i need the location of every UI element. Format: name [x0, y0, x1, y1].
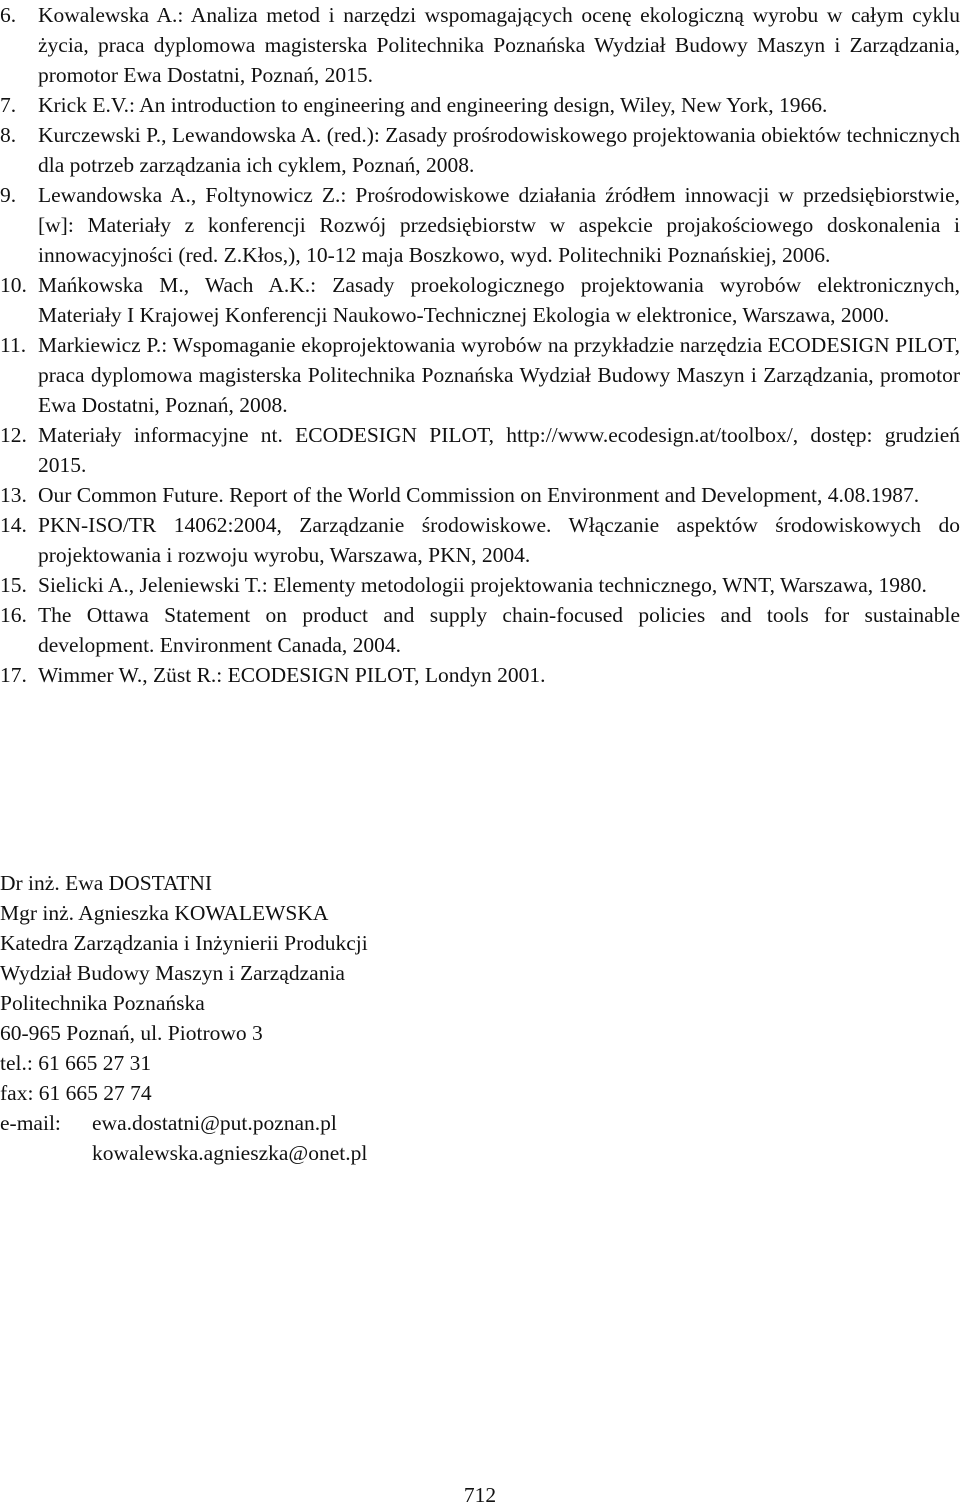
- reference-text: Our Common Future. Report of the World Commission on Environment and Development, 4.08.1987.: [38, 483, 920, 507]
- reference-number: 12.: [0, 423, 27, 447]
- reference-number: 8.: [0, 123, 17, 147]
- reference-item: [0, 570, 960, 600]
- reference-text: Mańkowska M., Wach A.K.: Zasady proekologicznego projektowania wyrobów elektronicznych, Materiały I Krajowej Konferencji Naukowo-Technicznej Ekologia w elektronice, Warszawa, 2000.: [38, 273, 960, 327]
- reference-number: 15.: [0, 573, 27, 597]
- author-name-2: Mgr inż. Agnieszka KOWALEWSKA: [0, 901, 329, 925]
- reference-item: [0, 600, 960, 660]
- email-row: [0, 1108, 960, 1138]
- reference-item: [0, 420, 960, 480]
- reference-number: 17.: [0, 663, 27, 687]
- author-university: Politechnika Poznańska: [0, 991, 205, 1015]
- reference-number: 13.: [0, 483, 27, 507]
- reference-item: [0, 660, 960, 690]
- reference-number: 9.: [0, 183, 17, 207]
- author-tel: tel.: 61 665 27 31: [0, 1051, 152, 1075]
- reference-number: 14.: [0, 513, 27, 537]
- author-department: Katedra Zarządzania i Inżynierii Produkcji: [0, 931, 368, 955]
- reference-item: [0, 180, 960, 270]
- reference-text: Lewandowska A., Foltynowicz Z.: Prośrodowiskowe działania źródłem innowacji w przedsiębiorstwie, [w]: Materiały z konferencji Rozwój przedsiębiorstw w aspekcie projakościowego doskonalenia i innowacyjności (red. Z.Kłos,), 10-12 maja Boszkowo, wyd. Politechniki Poznańskiej, 2006.: [38, 183, 960, 267]
- author-block: [0, 868, 960, 1168]
- reference-number: 7.: [0, 93, 17, 117]
- reference-item: [0, 120, 960, 180]
- reference-number: 16.: [0, 603, 27, 627]
- reference-text: Krick E.V.: An introduction to engineering and engineering design, Wiley, New York, 1966.: [38, 93, 828, 117]
- reference-list: [0, 0, 960, 690]
- reference-item: [0, 90, 960, 120]
- email-link-2[interactable]: kowalewska.agnieszka@onet.pl: [92, 1141, 368, 1165]
- email-label: e-mail:: [0, 1111, 61, 1135]
- reference-text: The Ottawa Statement on product and supply chain-focused policies and tools for sustainable development. Environment Canada, 2004.: [38, 603, 960, 657]
- page-number: 712: [463, 1483, 497, 1507]
- author-address: 60-965 Poznań, ul. Piotrowo 3: [0, 1021, 263, 1045]
- reference-item: [0, 330, 960, 420]
- reference-number: 6.: [0, 3, 17, 27]
- reference-text: PKN-ISO/TR 14062:2004, Zarządzanie środowiskowe. Włączanie aspektów środowiskowych do projektowania i rozwoju wyrobu, Warszawa, PKN, 2004.: [38, 513, 960, 567]
- reference-text: Wimmer W., Züst R.: ECODESIGN PILOT, Londyn 2001.: [38, 663, 546, 687]
- author-faculty: Wydział Budowy Maszyn i Zarządzania: [0, 961, 345, 985]
- reference-number: 10.: [0, 273, 27, 297]
- reference-item: [0, 0, 960, 90]
- reference-item: [0, 270, 960, 330]
- reference-text: Sielicki A., Jeleniewski T.: Elementy metodologii projektowania technicznego, WNT, Warszawa, 1980.: [38, 573, 927, 597]
- reference-text: Materiały informacyjne nt. ECODESIGN PILOT, http://www.ecodesign.at/toolbox/, dostęp: grudzień 2015.: [38, 423, 960, 477]
- reference-item: [0, 510, 960, 570]
- email-link-1[interactable]: ewa.dostatni@put.poznan.pl: [92, 1111, 337, 1135]
- reference-text: Markiewicz P.: Wspomaganie ekoprojektowania wyrobów na przykładzie narzędzia ECODESIGN PILOT, praca dyplomowa magisterska Politechnika Poznańska Wydział Budowy Maszyn i Zarządzania, promotor Ewa Dostatni, Poznań, 2008.: [38, 333, 960, 417]
- reference-text: Kurczewski P., Lewandowska A. (red.): Zasady prośrodowiskowego projektowania obiektów technicznych dla potrzeb zarządzania ich cyklem, Poznań, 2008.: [38, 123, 960, 177]
- reference-item: [0, 480, 960, 510]
- author-fax: fax: 61 665 27 74: [0, 1081, 152, 1105]
- author-name-1: Dr inż. Ewa DOSTATNI: [0, 871, 213, 895]
- reference-number: 11.: [0, 333, 27, 357]
- reference-text: Kowalewska A.: Analiza metod i narzędzi wspomagających ocenę ekologiczną wyrobu w całym cyklu życia, praca dyplomowa magisterska Politechnika Poznańska Wydział Budowy Maszyn i Zarządzania, promotor Ewa Dostatni, Poznań, 2015.: [38, 3, 960, 87]
